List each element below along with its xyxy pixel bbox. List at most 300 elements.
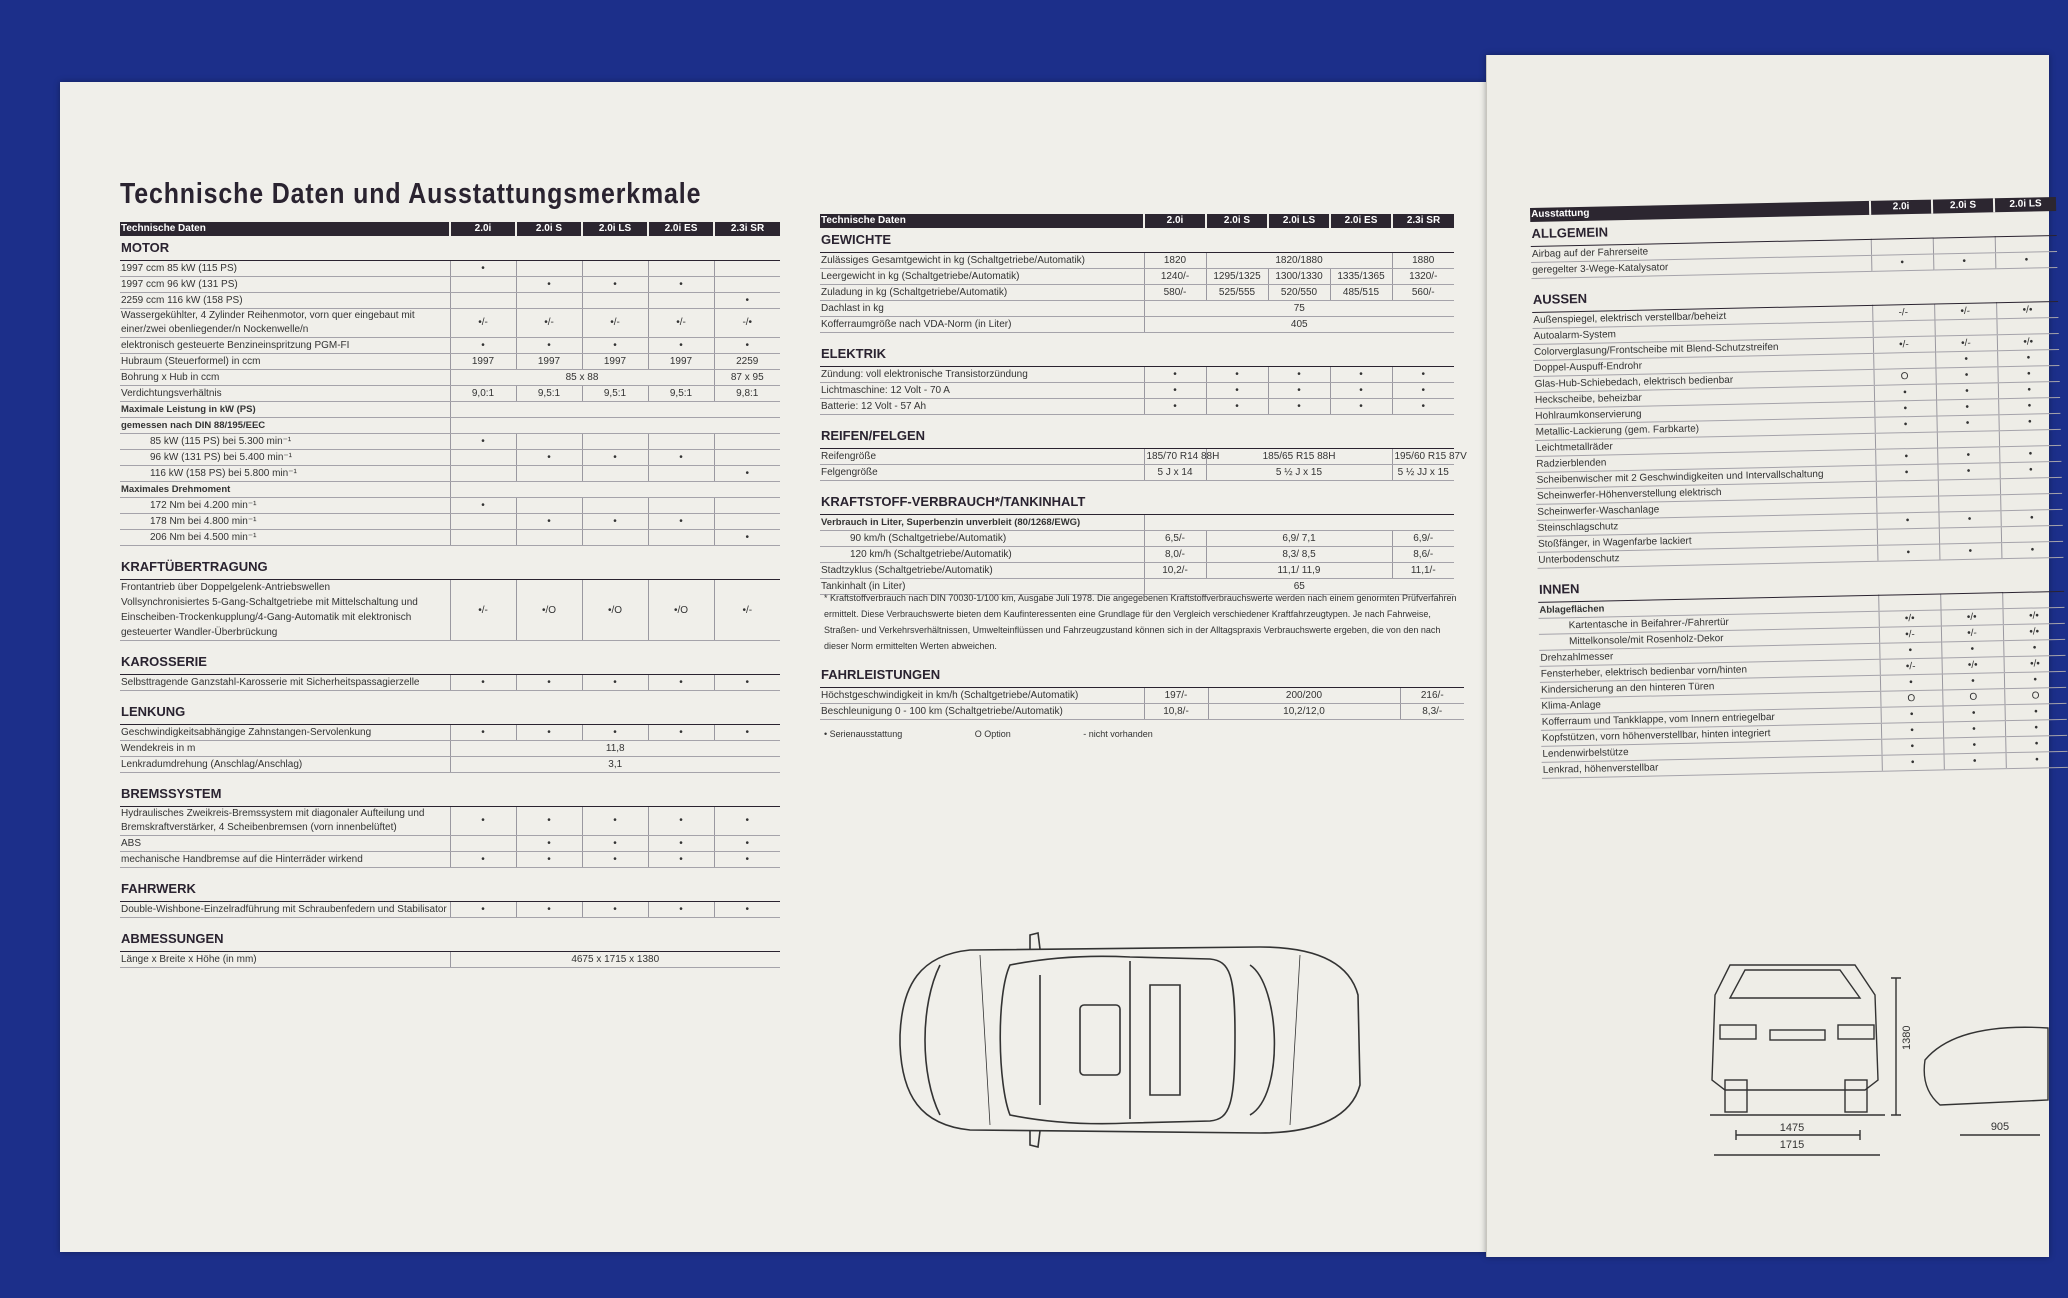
table-row xyxy=(120,386,780,402)
cell-value xyxy=(516,293,582,309)
cell-value: • xyxy=(450,852,516,868)
table-row xyxy=(820,285,1454,301)
table-row xyxy=(120,498,780,514)
section-heading xyxy=(820,424,1454,449)
row-label: Zuladung in kg (Schaltgetriebe/Automatik) xyxy=(820,285,1144,301)
cell-value: • xyxy=(2000,509,2062,526)
cell-value: • xyxy=(516,338,582,354)
row-label: Zündung: voll elektronische Transistorzündung xyxy=(820,367,1144,383)
table-row xyxy=(120,338,780,354)
legend-option: O Option xyxy=(974,729,1011,739)
cell-value: • xyxy=(1144,383,1206,399)
cell-value: •/- xyxy=(1941,625,2003,642)
row-label: Beschleunigung 0 - 100 km (Schaltgetriebe/Automatik) xyxy=(820,704,1144,720)
cell-value: •/- xyxy=(1873,336,1935,353)
cell-value xyxy=(582,498,648,514)
legend xyxy=(824,729,1223,739)
cell-value: • xyxy=(450,902,516,918)
cell-value: • xyxy=(2005,719,2067,736)
cell-value xyxy=(2000,477,2062,494)
row-label: Airbag auf der Fahrerseite xyxy=(1531,239,1871,262)
row-label: 1997 ccm 85 kW (115 PS) xyxy=(120,261,450,277)
cell-value xyxy=(450,482,780,498)
row-label: Wassergekühlter, 4 Zylinder Reihenmotor, vorn quer eingebaut mit einer/zwei obenliegender/n Nockenwelle/n xyxy=(120,309,450,338)
cell-value: 1880 xyxy=(1392,253,1454,269)
cell-value: 580/- xyxy=(1144,285,1206,301)
cell-value: •/• xyxy=(2002,607,2064,624)
cell-value: 5 ½ J x 15 xyxy=(1206,465,1392,481)
row-label: Hubraum (Steuerformel) in ccm xyxy=(120,354,450,370)
cell-value: • xyxy=(1330,367,1392,383)
cell-value: • xyxy=(1943,721,2005,738)
cell-value xyxy=(516,498,582,514)
row-label: 172 Nm bei 4.200 min⁻¹ xyxy=(120,498,450,514)
cell-value: • xyxy=(2004,671,2066,688)
cell-value: 6,9/- xyxy=(1392,531,1454,547)
cell-value: 11,1/- xyxy=(1392,563,1454,579)
cell-value xyxy=(714,498,780,514)
cell-value: 1820/1880 xyxy=(1206,253,1392,269)
cell-value: 1820 xyxy=(1144,253,1206,269)
cell-value: 5 J x 14 xyxy=(1144,465,1206,481)
row-label: Verdichtungsverhältnis xyxy=(120,386,450,402)
cell-value: •/• xyxy=(1996,301,2058,318)
table-header xyxy=(120,222,780,236)
cell-value xyxy=(1873,352,1935,369)
row-label: Hydraulisches Zweikreis-Bremssystem mit diagonaler Aufteilung und Bremskraftverstärker, 4 Scheibenbremsen (vorn innenbelüftet) xyxy=(120,807,450,836)
cell-value: • xyxy=(1942,673,2004,690)
cell-value xyxy=(582,530,648,546)
cell-value: 6,5/- xyxy=(1144,531,1206,547)
cell-value: • xyxy=(2003,639,2065,656)
cell-value: • xyxy=(1206,367,1268,383)
car-front-dimension-drawing xyxy=(1700,930,2048,1150)
section-title: ALLGEMEIN xyxy=(1530,211,2056,247)
cell-value: • xyxy=(1936,415,1998,432)
cell-value: • xyxy=(648,450,714,466)
cell-value: • xyxy=(648,514,714,530)
cell-value: 9,5:1 xyxy=(582,386,648,402)
section-title: INNEN xyxy=(1538,567,2064,603)
cell-value: • xyxy=(1939,543,2001,560)
cell-value: • xyxy=(714,466,780,482)
row-label: Frontantrieb über Doppelgelenk-Antriebswellen Vollsynchronisiertes 5-Gang-Schaltgetriebe mit Mittelschaltung und Einscheiben-Trockenkupplung/4-Gang-Automatik mit elektronisch gesteuerter Wandler-Überbrückung xyxy=(120,580,450,641)
cell-value: 8,6/- xyxy=(1392,547,1454,563)
table-row xyxy=(120,354,780,370)
table-row xyxy=(120,293,780,309)
row-label: 85 kW (115 PS) bei 5.300 min⁻¹ xyxy=(120,434,450,450)
table-row xyxy=(120,277,780,293)
cell-value: • xyxy=(1268,367,1330,383)
legend-none: - nicht vorhanden xyxy=(1083,729,1153,739)
table-row xyxy=(820,253,1454,269)
row-label: Geschwindigkeitsabhängige Zahnstangen-Servolenkung xyxy=(120,725,450,741)
cell-value xyxy=(582,293,648,309)
left-spec-table xyxy=(120,222,780,968)
table-row xyxy=(120,450,780,466)
cell-value: • xyxy=(714,293,780,309)
cell-value: • xyxy=(1943,737,2005,754)
section-heading xyxy=(120,650,780,675)
cell-value: • xyxy=(1997,349,2059,366)
table-row xyxy=(820,317,1454,333)
cell-value: 9,8:1 xyxy=(714,386,780,402)
row-label: Länge x Breite x Höhe (in mm) xyxy=(120,952,450,968)
cell-value xyxy=(516,261,582,277)
cell-value: •/• xyxy=(2003,623,2065,640)
section-title: FAHRWERK xyxy=(120,877,780,902)
header-label: Technische Daten xyxy=(120,222,450,236)
row-label: Leichtmetallräder xyxy=(1535,433,1875,456)
row-label: geregelter 3-Wege-Katalysator xyxy=(1531,255,1871,278)
cell-value xyxy=(2000,493,2062,510)
cell-value: 520/550 xyxy=(1268,285,1330,301)
cell-value: 185/65 R15 88H xyxy=(1206,449,1392,465)
cell-value: 85 x 88 xyxy=(450,370,714,386)
cell-value: 1320/- xyxy=(1392,269,1454,285)
cell-value: 11,1/ 11,9 xyxy=(1206,563,1392,579)
cell-value: • xyxy=(1936,399,1998,416)
cell-value: 8,3/- xyxy=(1400,704,1464,720)
row-label: Mittelkonsole/mit Rosenholz-Dekor xyxy=(1539,627,1879,650)
row-label: 1997 ccm 96 kW (131 PS) xyxy=(120,277,450,293)
cell-value: • xyxy=(1206,383,1268,399)
row-label: Fensterheber, elektrisch bedienbar vorn/hinten xyxy=(1540,659,1880,682)
table-row xyxy=(120,902,780,918)
row-label: Verbrauch in Liter, Superbenzin unverbleit (80/1268/EWG) xyxy=(820,515,1144,531)
cell-value: 6,9/ 7,1 xyxy=(1206,531,1392,547)
cell-value: 10,2/12,0 xyxy=(1208,704,1400,720)
cell-value: • xyxy=(1881,706,1943,723)
cell-value: 1997 xyxy=(648,354,714,370)
cell-value: • xyxy=(1875,448,1937,465)
table-row xyxy=(820,688,1464,704)
cell-value: • xyxy=(714,807,780,836)
cell-value: • xyxy=(1874,416,1936,433)
row-label: 178 Nm bei 4.800 min⁻¹ xyxy=(120,514,450,530)
row-label: 206 Nm bei 4.500 min⁻¹ xyxy=(120,530,450,546)
row-label: Wendekreis in m xyxy=(120,741,450,757)
section-heading xyxy=(820,663,1464,688)
cell-value: • xyxy=(648,277,714,293)
cell-value: • xyxy=(1871,254,1933,271)
cell-value: • xyxy=(1330,383,1392,399)
cell-value: • xyxy=(1998,413,2060,430)
cell-value xyxy=(450,402,780,418)
section-heading xyxy=(820,342,1454,367)
cell-value: • xyxy=(450,434,516,450)
cell-value: 9,5:1 xyxy=(648,386,714,402)
table-row xyxy=(120,466,780,482)
row-label: 2259 ccm 116 kW (158 PS) xyxy=(120,293,450,309)
cell-value: • xyxy=(648,852,714,868)
cell-value xyxy=(2002,591,2064,608)
cell-value: • xyxy=(582,277,648,293)
table-row xyxy=(820,563,1454,579)
section-title: LENKUNG xyxy=(120,700,780,725)
cell-value: 10,2/- xyxy=(1144,563,1206,579)
cell-value: • xyxy=(582,450,648,466)
row-label: Autoalarm-System xyxy=(1533,321,1873,344)
cell-value: O xyxy=(1880,690,1942,707)
table-row xyxy=(120,580,780,641)
section-title: REIFEN/FELGEN xyxy=(820,424,1454,449)
row-label: Stoßfänger, in Wagenfarbe lackiert xyxy=(1537,529,1877,552)
cell-value xyxy=(1995,235,2057,252)
cell-value: •/- xyxy=(714,580,780,641)
row-label: elektronisch gesteuerte Benzineinspritzung PGM-FI xyxy=(120,338,450,354)
row-label: Maximale Leistung in kW (PS) xyxy=(120,402,450,418)
section-title: FAHRLEISTUNGEN xyxy=(820,663,1464,688)
cell-value xyxy=(1934,319,1996,336)
cell-value xyxy=(648,466,714,482)
header-label: Technische Daten xyxy=(820,214,1144,228)
cell-value: • xyxy=(1877,544,1939,561)
cell-value xyxy=(1937,431,1999,448)
cell-value: 75 xyxy=(1144,301,1454,317)
cell-value: • xyxy=(582,902,648,918)
cell-value xyxy=(1144,515,1454,531)
cell-value xyxy=(450,466,516,482)
cell-value xyxy=(648,498,714,514)
cell-value: 197/- xyxy=(1144,688,1208,704)
cell-value xyxy=(714,434,780,450)
table-row xyxy=(120,434,780,450)
table-row xyxy=(820,547,1454,563)
cell-value: • xyxy=(714,675,780,691)
cell-value xyxy=(1871,238,1933,255)
cell-value: 9,5:1 xyxy=(516,386,582,402)
cell-value: • xyxy=(648,836,714,852)
table-row xyxy=(820,449,1454,465)
column-header: 2.0i xyxy=(1870,200,1932,215)
cell-value: •/- xyxy=(450,580,516,641)
section-title: KRAFTÜBERTRAGUNG xyxy=(120,555,780,580)
cell-value: • xyxy=(1944,753,2006,770)
table-row xyxy=(120,741,780,757)
cell-value: • xyxy=(648,675,714,691)
table-row xyxy=(820,367,1454,383)
cell-value: • xyxy=(714,725,780,741)
row-label: Ablageflächen xyxy=(1538,595,1878,618)
cell-value: • xyxy=(1268,399,1330,415)
column-header: 2.3i SR xyxy=(714,222,780,236)
cell-value: •/O xyxy=(648,580,714,641)
table-row xyxy=(820,704,1464,720)
cell-value: 195/60 R15 87V xyxy=(1392,449,1454,465)
cell-value: •/- xyxy=(1879,626,1941,643)
cell-value: • xyxy=(714,338,780,354)
cell-value xyxy=(1939,527,2001,544)
page-title: Technische Daten und Ausstattungsmerkmale xyxy=(120,178,702,210)
cell-value xyxy=(450,450,516,466)
section-title: AUSSEN xyxy=(1532,277,2058,313)
cell-value: • xyxy=(516,514,582,530)
table-row xyxy=(820,515,1454,531)
cell-value: • xyxy=(1206,399,1268,415)
row-label: Lenkrad, höhenverstellbar xyxy=(1542,755,1882,778)
cell-value: • xyxy=(1941,641,2003,658)
row-label: Felgengröße xyxy=(820,465,1144,481)
cell-value: • xyxy=(1998,397,2060,414)
cell-value: • xyxy=(1876,512,1938,529)
row-label: Leergewicht in kg (Schaltgetriebe/Automatik) xyxy=(820,269,1144,285)
cell-value: 65 xyxy=(1144,579,1454,595)
column-header: 2.0i ES xyxy=(648,222,714,236)
cell-value: • xyxy=(648,807,714,836)
cell-value: • xyxy=(450,338,516,354)
cell-value: • xyxy=(582,338,648,354)
cell-value: 1240/- xyxy=(1144,269,1206,285)
cell-value xyxy=(714,277,780,293)
cell-value: • xyxy=(1998,381,2060,398)
cell-value: • xyxy=(1392,367,1454,383)
cell-value xyxy=(582,261,648,277)
cell-value: • xyxy=(1937,463,1999,480)
table-row xyxy=(820,269,1454,285)
cell-value: • xyxy=(1881,738,1943,755)
cell-value: 216/- xyxy=(1400,688,1464,704)
row-label: Kartentasche in Beifahrer-/Fahrertür xyxy=(1539,611,1879,634)
row-label: Lenkradumdrehung (Anschlag/Anschlag) xyxy=(120,757,450,773)
table-row xyxy=(820,531,1454,547)
cell-value: • xyxy=(450,725,516,741)
cell-value: 8,3/ 8,5 xyxy=(1206,547,1392,563)
cell-value: • xyxy=(516,725,582,741)
row-label: Höchstgeschwindigkeit in km/h (Schaltgetriebe/Automatik) xyxy=(820,688,1144,704)
cell-value xyxy=(1877,528,1939,545)
cell-value: •/• xyxy=(2004,655,2066,672)
cell-value: •/• xyxy=(1941,609,2003,626)
section-heading xyxy=(120,236,780,261)
cell-value xyxy=(516,530,582,546)
cell-value xyxy=(1875,432,1937,449)
cell-value: •/- xyxy=(450,309,516,338)
cell-value xyxy=(450,418,780,434)
cell-value: • xyxy=(516,852,582,868)
row-label: 90 km/h (Schaltgetriebe/Automatik) xyxy=(820,531,1144,547)
table-row xyxy=(120,852,780,868)
section-heading xyxy=(120,927,780,952)
cell-value: • xyxy=(1392,399,1454,415)
table-row xyxy=(120,675,780,691)
cell-value xyxy=(516,434,582,450)
cell-value: 1997 xyxy=(582,354,648,370)
row-label: Kopfstützen, vorn höhenverstellbar, hinten integriert xyxy=(1541,723,1881,746)
row-label: Double-Wishbone-Einzelradführung mit Schraubenfedern und Stabilisator xyxy=(120,902,450,918)
row-label: Hohlraumkonservierung xyxy=(1534,401,1874,424)
legend-series: • Serienausstattung xyxy=(824,729,903,739)
section-heading xyxy=(120,877,780,902)
cell-value: • xyxy=(516,675,582,691)
fuel-footnote: * Kraftstoffverbrauch nach DIN 70030-1/100 km, Ausgabe Juli 1978. Die angegebenen Kraftstoffverbrauchswerte werden nach einem genormten Prüfverfahren ermittelt. Diese Verbrauchswerte bieten dem Kaufinteressenten eine Grundlage für den Vergleich verschiedener Kraftfahrzeugtypen. Je nach Fahrweise, Straßen- und Verkehrsverhältnissen, Umwelteinflüssen und Fahrzeugzustand können sich in der Alltagspraxis Verbrauchswerte ergeben, die von den nach dieser Norm ermittelten Werten abweichen. xyxy=(824,593,1457,651)
section-title: KRAFTSTOFF-VERBRAUCH*/TANKINHALT xyxy=(820,490,1454,515)
section-title: ABMESSUNGEN xyxy=(120,927,780,952)
section-title: KAROSSERIE xyxy=(120,650,780,675)
cell-value xyxy=(1940,593,2002,610)
cell-value xyxy=(2001,525,2063,542)
cell-value: • xyxy=(1999,461,2061,478)
cell-value xyxy=(450,836,516,852)
cell-value: 1335/1365 xyxy=(1330,269,1392,285)
cell-value: • xyxy=(714,852,780,868)
cell-value: 4675 x 1715 x 1380 xyxy=(450,952,780,968)
row-label: Kofferraum und Tankklappe, vom Innern entriegelbar xyxy=(1541,707,1881,730)
table-row xyxy=(120,952,780,968)
cell-value: • xyxy=(1144,399,1206,415)
table-row xyxy=(820,465,1454,481)
cell-value: • xyxy=(1875,464,1937,481)
table-row xyxy=(120,482,780,498)
table-row xyxy=(120,757,780,773)
column-header: 2.0i LS xyxy=(1268,214,1330,228)
cell-value: • xyxy=(2005,703,2067,720)
header-label: Ausstattung xyxy=(1530,201,1870,222)
cell-value: •/- xyxy=(648,309,714,338)
column-header: 2.0i LS xyxy=(1994,197,2056,212)
equipment-table xyxy=(1530,197,2068,779)
row-label: Tankinhalt (in Liter) xyxy=(820,579,1144,595)
row-label: Zulässiges Gesamtgewicht in kg (Schaltgetriebe/Automatik) xyxy=(820,253,1144,269)
row-label: Stadtzyklus (Schaltgetriebe/Automatik) xyxy=(820,563,1144,579)
cell-value: • xyxy=(1997,365,2059,382)
cell-value xyxy=(450,277,516,293)
row-label: Scheinwerfer-Waschanlage xyxy=(1536,497,1876,520)
cell-value: •/• xyxy=(1997,333,2059,350)
cell-value xyxy=(1938,479,2000,496)
cell-value: •/- xyxy=(1880,658,1942,675)
cell-value xyxy=(714,514,780,530)
table-row xyxy=(820,399,1454,415)
cell-value xyxy=(1872,320,1934,337)
section-title: GEWICHTE xyxy=(820,228,1454,253)
row-label: Heckscheibe, beheizbar xyxy=(1534,385,1874,408)
cell-value: •/- xyxy=(1934,303,1996,320)
cell-value: 1997 xyxy=(450,354,516,370)
cell-value: • xyxy=(582,807,648,836)
cell-value: • xyxy=(450,261,516,277)
cell-value: • xyxy=(516,836,582,852)
cell-value xyxy=(714,450,780,466)
cell-value: -/• xyxy=(714,309,780,338)
cell-value: • xyxy=(1936,383,1998,400)
row-label: mechanische Handbremse auf die Hinterräder wirkend xyxy=(120,852,450,868)
cell-value: 525/555 xyxy=(1206,285,1268,301)
cell-value: • xyxy=(648,725,714,741)
row-label: Lendenwirbelstütze xyxy=(1541,739,1881,762)
table-row xyxy=(120,836,780,852)
row-label: Bohrung x Hub in ccm xyxy=(120,370,450,386)
cell-value: •/• xyxy=(1942,657,2004,674)
cell-value: •/O xyxy=(582,580,648,641)
cell-value: • xyxy=(516,807,582,836)
table-row xyxy=(820,301,1454,317)
performance-table xyxy=(820,663,1464,720)
row-label: Selbsttragende Ganzstahl-Karosserie mit Sicherheitspassagierzelle xyxy=(120,675,450,691)
cell-value: • xyxy=(1330,399,1392,415)
cell-value: •/- xyxy=(1935,335,1997,352)
cell-value: • xyxy=(1879,642,1941,659)
table-row xyxy=(120,261,780,277)
cell-value xyxy=(648,530,714,546)
cell-value: • xyxy=(582,725,648,741)
cell-value xyxy=(1876,496,1938,513)
cell-value: • xyxy=(2001,541,2063,558)
column-header: 2.0i ES xyxy=(1330,214,1392,228)
row-label: Unterbodenschutz xyxy=(1537,545,1877,568)
cell-value: • xyxy=(1881,722,1943,739)
dim-track: 1475 xyxy=(1779,1122,1805,1134)
